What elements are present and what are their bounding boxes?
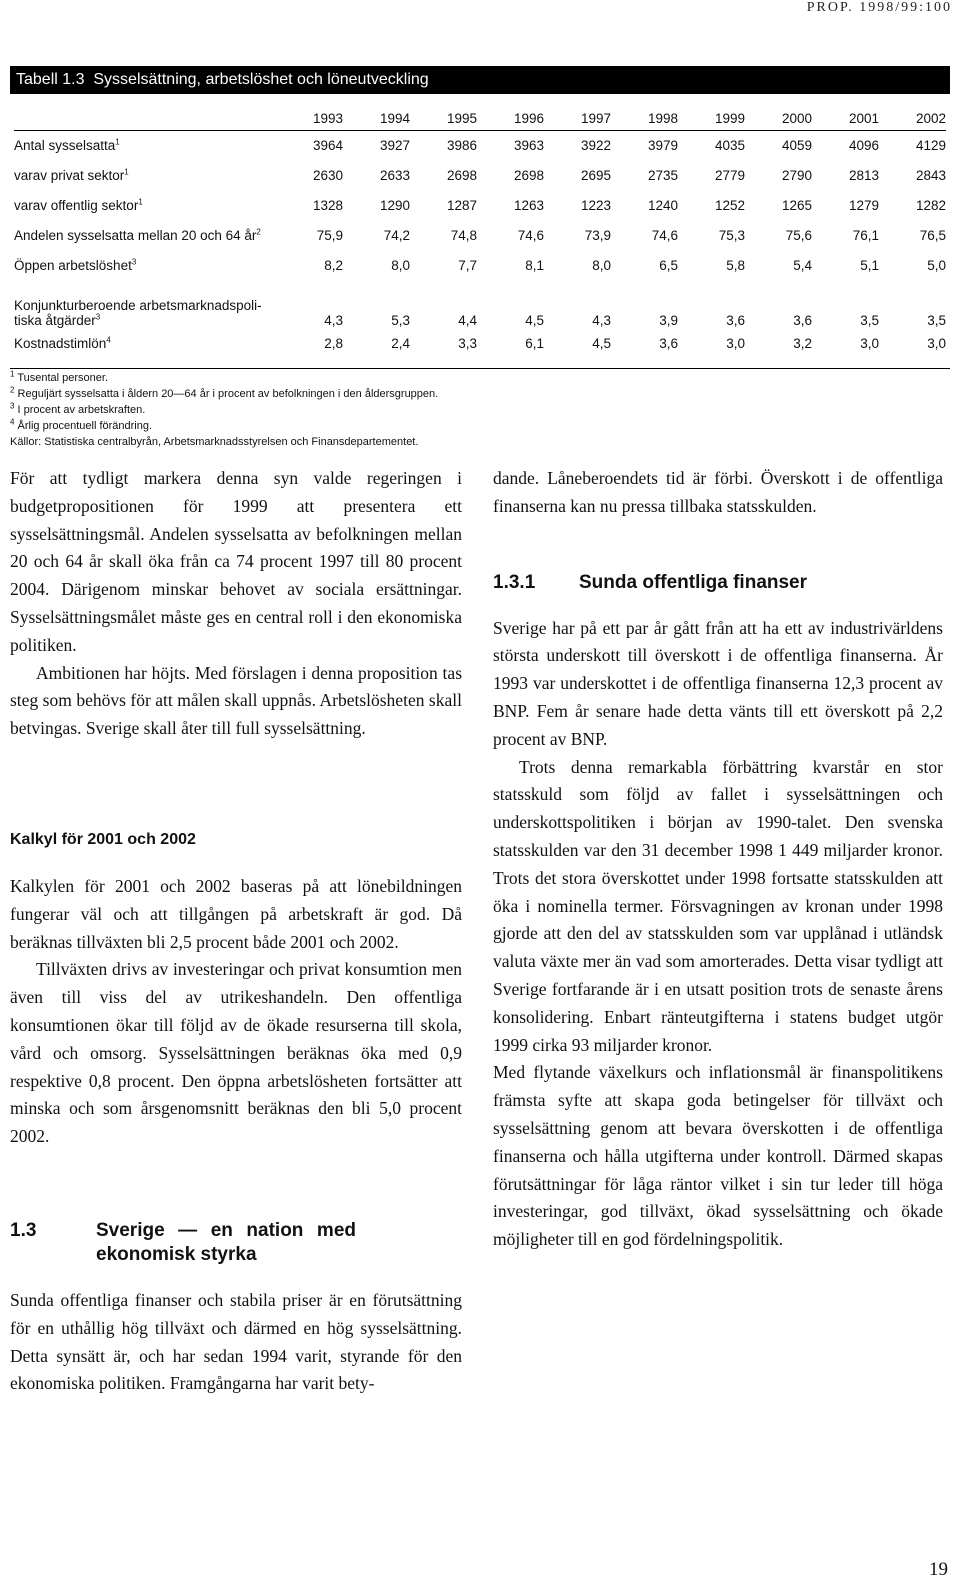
table-row	[14, 190, 946, 220]
row-label	[14, 160, 276, 190]
table-cell: 7,7	[458, 257, 477, 273]
table-footnotes	[10, 368, 950, 450]
footnote-text: Årlig procentuell förändring.	[17, 420, 153, 432]
table-cell: 1290	[379, 197, 410, 213]
table-cell: 4035	[714, 137, 745, 153]
table-cell: 3979	[647, 137, 678, 153]
section-title: Sverige — en nation med ekonomisk styrka	[96, 1219, 356, 1265]
table-cell: 5,4	[793, 257, 812, 273]
paragraph: Sverige har på ett par år gått från att ha ett av industrivärldens största underskott till överskott i de offentliga finanserna. År 1993 var underskottet i de offentliga finanserna 12,3 procent av BNP. Fem år senare hade detta vänts till ett överskott på 2,2 procent av BNP.	[493, 617, 943, 749]
footnote-ref: 3	[95, 312, 101, 322]
row-label	[14, 130, 276, 160]
row-label	[14, 220, 276, 250]
footnote-ref: 1	[115, 137, 120, 147]
table-cell: 3,6	[726, 313, 745, 328]
paragraph: dande. Låneberoendets tid är förbi. Överskott i de offentliga finanserna kan nu pressa tillbaka statsskulden.	[493, 468, 943, 516]
year-header: 1994	[343, 108, 410, 130]
subsection-number: 1.3.1	[493, 571, 536, 593]
table-cell: 74,8	[450, 227, 477, 243]
table-cell: 2813	[848, 167, 879, 183]
table-cell: 1265	[781, 197, 812, 213]
row-label-line1: Konjunkturberoende arbetsmarknadspoli-	[14, 298, 262, 313]
table-cell: 2698	[513, 167, 544, 183]
year-header: 1995	[410, 108, 477, 130]
footnote-number: 3	[10, 401, 15, 411]
paragraph: Ambitionen har höjts. Med förslagen i denna proposition tas steg som behövs för att målen skall uppnås. Arbetslösheten skall betvingas. Sverige skall åter till full sysselsättning.	[10, 662, 462, 739]
section-number: 1.3	[10, 1219, 37, 1241]
year-header: 1999	[678, 108, 745, 130]
row-label	[14, 250, 276, 280]
row-label-text: varav offentlig sektor	[14, 197, 139, 213]
table-header-row	[14, 108, 946, 130]
table-row	[14, 220, 946, 250]
row-label-text: Öppen arbetslöshet	[14, 257, 132, 273]
year-header: 2002	[879, 108, 946, 130]
table-cell: 75,6	[785, 227, 812, 243]
table-cell: 5,8	[726, 257, 745, 273]
table-cell: 5,3	[391, 313, 410, 328]
table-cell: 8,2	[324, 257, 343, 273]
table-cell: 74,2	[383, 227, 410, 243]
table-cell: 4059	[781, 137, 812, 153]
footnote-text: Reguljärt sysselsatta i åldern 20—64 år i procent av befolkningen i den åldersgruppen.	[17, 388, 439, 400]
table-cell: 6,1	[525, 335, 544, 351]
table-cell: 4,4	[458, 313, 477, 328]
table-cell: 1282	[915, 197, 946, 213]
paragraph: För att tydligt markera denna syn valde regeringen i budgetpropositionen för 1999 att presentera ett sysselsättningsmål. Andelen sysselsatta av befolkningen mellan 20 och 64 år skall öka från ca 74 procent 1997 till 80 procent 2004. Därigenom minskar behovet av sociala ersättningar. Sysselsättningsmålet måste ges en central roll i den ekonomiska politiken.	[10, 468, 462, 655]
row-label-text: tiska åtgärder	[14, 313, 96, 328]
table-cell: 1279	[848, 197, 879, 213]
table-cell: 2,4	[391, 335, 410, 351]
footnote-ref: 1	[138, 197, 143, 206]
footnote-number: 2	[10, 385, 15, 395]
table-cell: 3,6	[793, 313, 812, 328]
table-cell: 76,1	[852, 227, 879, 243]
table-cell: 2633	[379, 167, 410, 183]
footnote-ref: 3	[131, 257, 137, 266]
footnote-text: Källor: Statistiska centralbyrån, Arbetsmarknadsstyrelsen och Finansdepartementet.	[10, 436, 419, 448]
year-header: 2000	[745, 108, 812, 130]
row-label-text: Andelen sysselsatta mellan 20 och 64 år	[14, 227, 257, 243]
table-cell: 2790	[781, 167, 812, 183]
table-cell: 5,1	[860, 257, 879, 273]
table-row	[14, 280, 946, 328]
table-cell: 4,3	[324, 313, 343, 328]
table-cell: 4,3	[592, 313, 611, 328]
paragraph: Trots denna remarkabla förbättring kvarstår en stor statsskuld som följd av fallet i sysselsättningen och underskottspolitiken i början av 1990-talet. Den svenska statsskulden var den 31 december 1998 1 449 miljarder kronor. Trots det stora överskottet under 1998 fortsatte statsskulden att öka i nominella termer. Försvagningen av kronan under 1998 gjorde att den del av statsskulden som var upplånad i utländsk valuta växte mer än vad som amorterades. Detta visar tydligt att Sverige fortfarande är i en utsatt position trots de senaste årens konsolidering. Enbart ränteutgifterna i statens budget utgör 1999 cirka 93 miljarder kronor.	[493, 756, 943, 1055]
table-row	[14, 160, 946, 190]
footnote-number: 4	[10, 417, 15, 427]
table-title: Tabell 1.3 Sysselsättning, arbetslöshet och löneutveckling	[16, 71, 429, 88]
table-cell: 3,0	[927, 335, 946, 351]
footnote-ref: 4	[106, 335, 111, 344]
table-row	[14, 328, 946, 358]
table-cell: 3,2	[793, 335, 812, 351]
table-cell: 1240	[647, 197, 678, 213]
table-cell: 3927	[379, 137, 410, 153]
section-heading	[10, 1219, 462, 1267]
employment-table	[14, 108, 946, 358]
footnote-divider	[10, 368, 950, 369]
table-cell: 8,0	[391, 257, 410, 273]
table-header-label	[14, 108, 276, 130]
heading-kalkyl: Kalkyl för 2001 och 2002	[10, 830, 196, 848]
right-column	[493, 465, 943, 1254]
table-cell: 2843	[915, 167, 946, 183]
table-cell: 1328	[312, 197, 343, 213]
year-header: 1997	[544, 108, 611, 130]
table-cell: 3,0	[726, 335, 745, 351]
page-number: 19	[929, 1559, 948, 1580]
table-cell: 3,6	[659, 335, 678, 351]
left-column	[10, 465, 462, 1398]
table-cell: 4,5	[592, 335, 611, 351]
table-cell: 4,5	[525, 313, 544, 328]
table-cell: 74,6	[651, 227, 678, 243]
footnote-text: I procent av arbetskraften.	[17, 404, 146, 416]
row-label	[14, 280, 276, 328]
table-cell: 2,8	[324, 335, 343, 351]
table-cell: 74,6	[517, 227, 544, 243]
footnote	[10, 370, 950, 386]
table-cell: 3,3	[458, 335, 477, 351]
table-cell: 3,5	[860, 313, 879, 328]
table-cell: 3,5	[927, 313, 946, 328]
table-cell: 2630	[312, 167, 343, 183]
table-cell: 8,1	[525, 257, 544, 273]
table-cell: 1252	[714, 197, 745, 213]
table-cell: 75,3	[718, 227, 745, 243]
row-label	[14, 190, 276, 220]
footnote	[10, 386, 950, 402]
year-header: 1996	[477, 108, 544, 130]
table-row	[14, 250, 946, 280]
row-label-text: Kostnadstimlön	[14, 335, 107, 351]
year-header: 1993	[276, 108, 343, 130]
table-cell: 1223	[580, 197, 611, 213]
paragraph: Sunda offentliga finanser och stabila priser är en förutsättning för en uthållig hög tillväxt och därmed en hög sysselsättning. Detta synsätt är, och har sedan 1994 varit, styrande för den ekonomiska politiken. Framgångarna har varit bety-	[10, 1289, 462, 1394]
paragraph: Tillväxten drivs av investeringar och privat konsumtion men även till viss del av utrikeshandeln. Den offentliga konsumtionen ökar till följd av de ökade resurserna till skola, vård och omsorg. Sysselsättningen beräknas öka med 0,9 respektive 0,8 procent. Den öppna arbetslösheten fortsätter att minska och som årsgenomsnitt beräknas den bli 5,0 procent 2002.	[10, 959, 462, 1147]
table-cell: 6,5	[659, 257, 678, 273]
year-header: 1998	[611, 108, 678, 130]
table-row	[14, 130, 946, 160]
footnote	[10, 434, 950, 450]
footnote-text: Tusental personer.	[17, 372, 109, 384]
table-cell: 4096	[848, 137, 879, 153]
footnote	[10, 402, 950, 418]
table-cell: 1287	[446, 197, 477, 213]
table-cell: 75,9	[316, 227, 343, 243]
table-cell: 3,0	[860, 335, 879, 351]
table-cell: 1263	[513, 197, 544, 213]
table-cell: 2735	[647, 167, 678, 183]
table-cell: 8,0	[592, 257, 611, 273]
row-label	[14, 328, 276, 358]
table-cell: 3964	[312, 137, 343, 153]
table-title-bar	[10, 66, 950, 94]
footnote-number: 1	[10, 369, 15, 379]
table-cell: 5,0	[927, 257, 946, 273]
year-header: 2001	[812, 108, 879, 130]
subsection-heading	[493, 571, 943, 595]
table-cell: 2779	[714, 167, 745, 183]
table-cell: 76,5	[919, 227, 946, 243]
table-cell: 4129	[915, 137, 946, 153]
running-head: PROP. 1998/99:100	[806, 0, 952, 15]
footnote-ref: 2	[256, 227, 261, 236]
row-label-text: Antal sysselsatta	[14, 137, 116, 153]
table-cell: 73,9	[584, 227, 611, 243]
table-cell: 2695	[580, 167, 611, 183]
footnote	[10, 418, 950, 434]
table-cell: 3922	[580, 137, 611, 153]
table-cell: 3,9	[659, 313, 678, 328]
paragraph: Kalkylen för 2001 och 2002 baseras på att lönebildningen fungerar väl och att tillgången på arbetskraft är god. Då beräknas tillväxten bli 2,5 procent både 2001 och 2002.	[10, 875, 462, 952]
table-cell: 2698	[446, 167, 477, 183]
footnote-ref: 1	[124, 167, 129, 176]
table-cell: 3963	[513, 137, 544, 153]
row-label-text: varav privat sektor	[14, 167, 125, 183]
paragraph: Med flytande växelkurs och inflationsmål är finanspolitikens främsta syfte att skapa goda betingelser för tillväxt och sysselsättning genom att bevara överskotten i de offentliga finanserna och hålla utgifterna under kontroll. Därmed skapas förutsättningar för låga räntor vilket i sin tur leder till höga investeringar, god tillväxt, ökad sysselsättning och ökade möjligheter till en god fördelningspolitik.	[493, 1062, 943, 1250]
table-cell: 3986	[446, 137, 477, 153]
subsection-title: Sunda offentliga finanser	[579, 571, 808, 593]
